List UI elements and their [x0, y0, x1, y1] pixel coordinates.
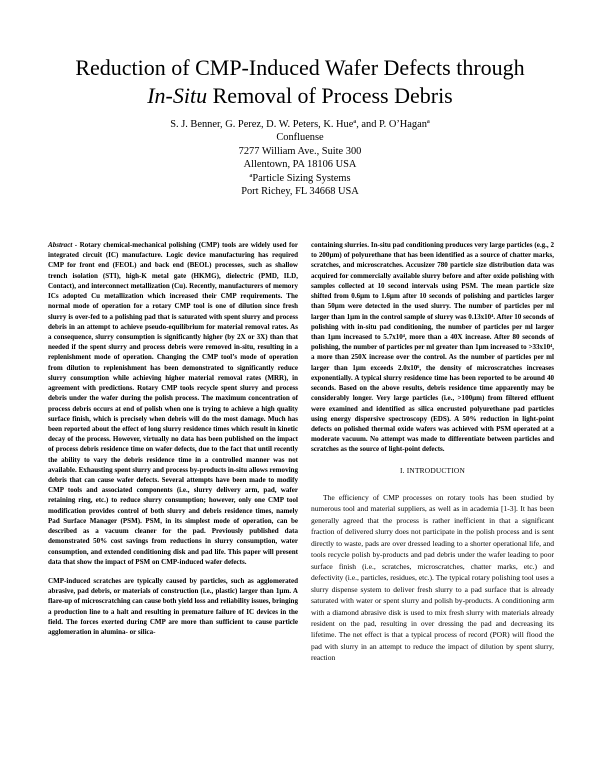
affiliation-line: 7277 William Ave., Suite 300 [238, 145, 362, 157]
abstract-continuation [311, 240, 554, 455]
abstract-column [48, 240, 298, 637]
abstract-paragraph-2: CMP-induced scratches are typically caused by particles, such as agglomerated abrasive, pad debris, or materials of construction (i.e., plastic) larger than 1µm. A flare-up of microscratching can cause both yield loss and reliability issues, bringing a production line to a halt and resulting in premature failure of IC devices in the field. The forces exerted during CMP are more than sufficient to cause particle agglomeration in alumina- or silica- [48, 577, 298, 637]
paper-title [40, 54, 560, 110]
title-line-2 [40, 82, 560, 110]
affiliation-line: ªParticle Sizing Systems [249, 172, 351, 184]
introduction-paragraph: The efficiency of CMP processes on rotary tools has been studied by numerous tool and material suppliers, as well as in academia [1-3]. It has been generally agreed that the process is rather inefficient in that a significant fraction of delivered slurry does not participate in the polish process and is sent directly to waste, pads are over dressed leading to a shorter operational life, and tools recycle polish by-products and pad debris under the wafer leading to poor surface finish (i.e., scratches, microscratches, chatter marks, etc.) and defectivity (i.e., particles, residues, etc.). The typical rotary polishing tool uses a slurry dispense system to deliver fresh slurry to a pad surface that is already saturated with water or spent slurry and polish by-products. A conditioning arm with a diamond abrasive disk is used to mix fresh slurry with materials already resident on the pad, resulting in over dressing the pad and decreasing its lifetime. The net effect is that a typical process of record (POR) will flood the pad with slurry in an attempt to reduce the impact of dilution by spent slurry, reaction [311, 493, 554, 663]
section-heading: I. INTRODUCTION [400, 466, 465, 475]
authors: S. J. Benner, G. Perez, D. W. Peters, K. Hueª, and P. O’Haganª [170, 119, 430, 130]
introduction-column [311, 492, 554, 664]
abstract-paragraph [48, 240, 298, 567]
abstract-body: - Rotary chemical-mechanical polishing (CMP) tools are widely used for integrated circuit (IC) manufacture. Logic device manufacturing has required CMP for front end (FEOL) and back end (BEOL) processes, such as shallow trench isolation (STI), high-K metal gate (HKMG), dielectric (PMD, ILD, Contact), and interconnect metallization (Cu). Recently, manufacturers of memory ICs adopted Cu metallization which increased their CMP requirements. The normal mode of operation for a rotary CMP tool is one of dilution since fresh slurry is over-fed to a polishing pad that is saturated with spent slurry and process debris in an attempt to achieve pseudo-equilibrium for material removal rates. As a consequence, slurry consumption is significantly higher (by 2X or 3X) than that needed if the spent slurry and process debris were removed in-situ, resulting in a replenishment mode of operation. Changing the CMP tool’s mode of operation from dilution to replenishment has been demonstrated to significantly reduce slurry consumption while achieving higher material removal rates (MRR), in agreement with predictions. Rotary CMP tools recycle spent slurry and process debris under the wafer during the polish process. The maximum concentration of process debris occurs at end of polish when one is trying to achieve a high quality surface finish, which is precisely when debris will do the most damage. Much has been reported about the effect of long slurry residence times which result in kinetic decay of the process. However, virtually no data has been published on the impact of process debris residence time on wafer defects, due to the fact that until recently the ability to vary the debris residence time in a controlled manner was not available. Exhausting spent slurry and process by-products in-situ allows removing debris that can cause wafer defects. Several attempts have been made to modify CMP tools and associated components (i.e., slurry delivery arm, pad, wafer retaining ring, etc.) to reduce slurry consumption; however, only one CMP tool modification provides control of both slurry and debris residence times, namely Pad Surface Manager (PSM). PSM, in its simplest mode of operation, can be described as a vacuum cleaner for the pad. Previously published data demonstrated 50% cost savings from reductions in slurry consumption, water consumption, and extended conditioning disk and pad life. This paper will present data that show the impact of PSM on CMP-induced wafer defects. [48, 241, 298, 566]
affiliation-line: Confluense [276, 132, 324, 144]
title-italic-term: In-Situ [147, 83, 208, 108]
abstract-label: Abstract [48, 241, 73, 249]
affiliation-line: Port Richey, FL 34668 USA [241, 186, 359, 198]
abstract-continuation-text: containing slurries. In-situ pad conditioning produces very large particles (e.g., 2 to 200µm) of polyurethane that has been identified as a source of chatter marks, scratches, and microscratches. Accusizer 780 particle size distribution data was acquired for commercially available slurry before and after oxide polishing with samples collected at 10 second intervals using PSM. The mean particle size shifted from 0.6µm to 1.6µm after 10 seconds of polishing and particles larger than 50µm were detected in the used slurry. The number of particles per ml larger than 1µm in the control sample of slurry was 0.13x10⁴. After 10 seconds of polishing with in-situ pad conditioning, the number of particles per ml larger than 1µm increased to 5.7x10⁴, more than a 40X increase. After 80 seconds of polishing, the number of particles per ml greater than 1µm increased to >33x10⁴, a more than 250X increase over the control. As the number of particles per ml larger than 1µm exceeds 2.0x10⁶, the density of microscratches increases exponentially. A typical slurry residence time has been reported to be around 40 seconds. Based on the above results, debris residence time apparently may be considerably longer. Very large particles (i.e., >100µm) from filtered effluent were examined and identified as silica encrusted polyurethane pad particles using energy dispersive spectroscopy (EDS). A 50% reduction in light-point defects on polished thermal oxide wafers was achieved with PSM operated at a moderate vacuum. No attempt was made to differentiate between particles and scratches as the source of light-point defects. [311, 241, 554, 454]
title-line-2-rest: Removal of Process Debris [207, 83, 453, 108]
author-block [150, 118, 450, 198]
title-line-1: Reduction of CMP-Induced Wafer Defects through [75, 55, 525, 80]
affiliation-line: Allentown, PA 18106 USA [243, 159, 357, 171]
